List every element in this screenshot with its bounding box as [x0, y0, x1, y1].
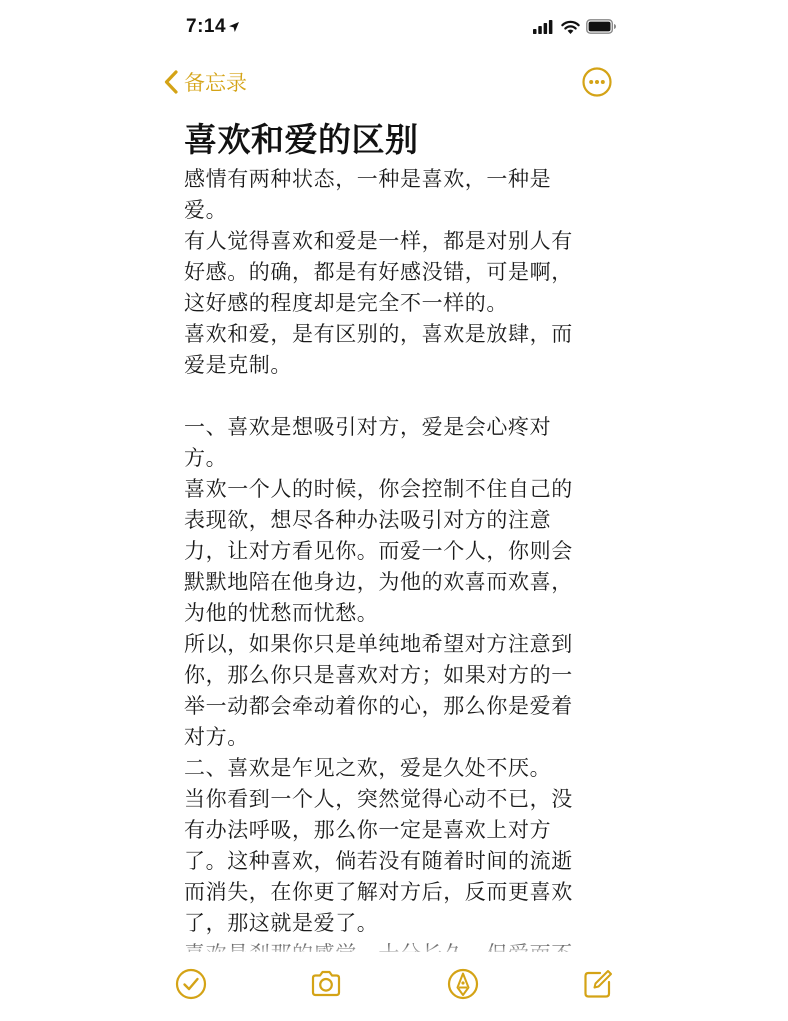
- battery-icon: [586, 19, 617, 34]
- note-editor[interactable]: [184, 116, 604, 952]
- bottom-toolbar: [0, 952, 788, 1021]
- ellipsis-circle-icon[interactable]: [581, 66, 613, 98]
- wifi-icon: [561, 19, 580, 34]
- back-label: 备忘录: [184, 71, 247, 95]
- back-button[interactable]: [164, 67, 247, 97]
- chevron-left-icon: [164, 70, 178, 94]
- note-blank-line: [184, 381, 594, 412]
- note-body: [184, 164, 594, 970]
- note-paragraph: 当你看到一个人，突然觉得心动不已，没有办法呼吸，那么你一定是喜欢上对方了。这种喜欢，倘若没有随着时间的流逝而消失，在你更了解对方后，反而更喜欢了，那这就是爱了。: [184, 787, 573, 935]
- location-arrow-icon: [228, 21, 240, 33]
- note-paragraph: 感情有两种状态，一种是喜欢，一种是爱。: [184, 167, 552, 222]
- note-title: 喜欢和爱的区别: [184, 120, 419, 159]
- note-paragraph: 所以，如果你只是单纯地希望对方注意到你，那么你只是喜欢对方；如果对方的一举一动都会牵动着你的心，那么你是爱着对方。: [184, 632, 573, 749]
- status-time: 7:14: [186, 16, 227, 37]
- note-paragraph: 喜欢和爱，是有区别的，喜欢是放肆，而爱是克制。: [184, 322, 573, 377]
- compose-icon[interactable]: [580, 966, 616, 1002]
- camera-icon[interactable]: [308, 966, 344, 1002]
- navigation-bar: [0, 58, 788, 106]
- status-bar: [0, 0, 788, 56]
- cellular-signal-icon: [533, 20, 553, 34]
- note-paragraph: 喜欢一个人的时候，你会控制不住自己的表现欲，想尽各种办法吸引对方的注意力，让对方看见你。而爱一个人，你则会默默地陪在他身边，为他的欢喜而欢喜，为他的忧愁而忧愁。: [184, 477, 573, 625]
- note-paragraph: 二、喜欢是乍见之欢，爱是久处不厌。: [184, 756, 552, 780]
- pen-tip-circle-icon[interactable]: [445, 966, 481, 1002]
- note-paragraph: 一、喜欢是想吸引对方，爱是会心疼对方。: [184, 415, 552, 470]
- checkmark-circle-icon[interactable]: [173, 966, 209, 1002]
- note-paragraph: 有人觉得喜欢和爱是一样，都是对别人有好感。的确，都是有好感没错，可是啊，这好感的程度却是完全不一样的。: [184, 229, 573, 315]
